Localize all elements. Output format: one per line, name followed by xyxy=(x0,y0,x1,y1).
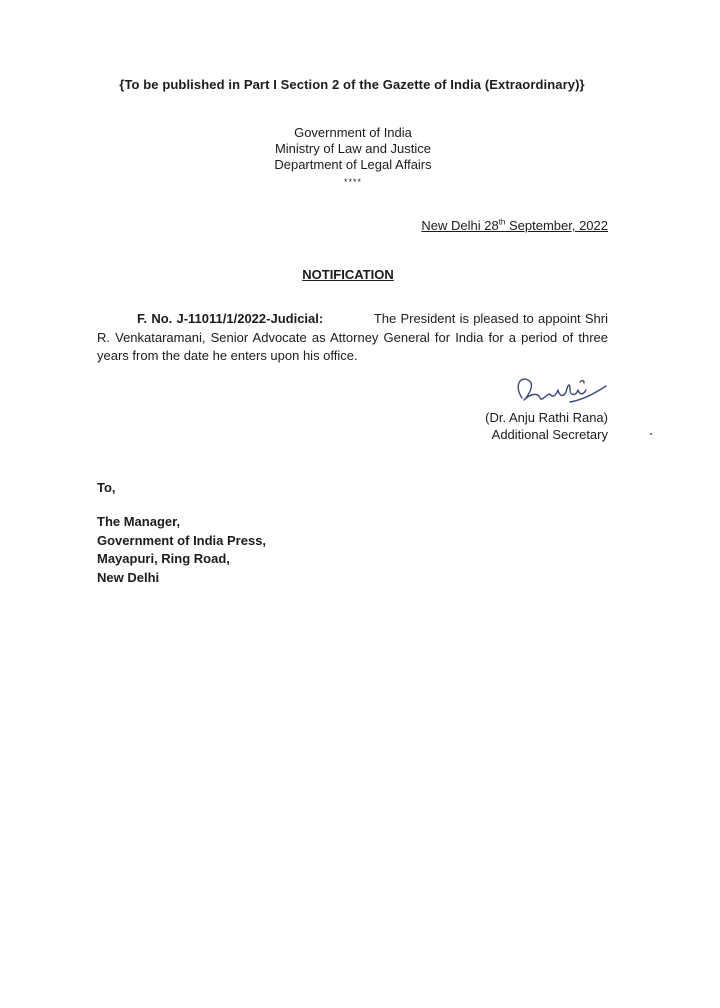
issuer-block xyxy=(0,125,706,173)
dateline-suffix: September, 2022 xyxy=(505,218,608,233)
issuer-ministry: Ministry of Law and Justice xyxy=(274,141,432,156)
dateline xyxy=(421,218,608,233)
recipient-line-4: New Delhi xyxy=(97,569,160,585)
recipient-address xyxy=(97,513,266,587)
dateline-prefix: New Delhi 28 xyxy=(421,218,499,233)
issuer-government: Government of India xyxy=(294,125,412,140)
signatory-block xyxy=(485,409,608,443)
notification-title: NOTIFICATION xyxy=(302,267,394,282)
separator-stars: **** xyxy=(343,177,362,187)
notification-text: The President is pleased to appoint Shri R. Venkataramani, Senior Advocate as Attorney General for India for a period of three years from the date he enters upon his office. xyxy=(97,311,608,363)
notification-body xyxy=(97,310,608,366)
dateline-ordinal: th xyxy=(498,217,506,227)
signatory-name: (Dr. Anju Rathi Rana) xyxy=(485,410,608,425)
recipient-line-2: Government of India Press, xyxy=(97,532,267,548)
recipient-line-1: The Manager, xyxy=(97,514,181,529)
recipient-line-3: Mayapuri, Ring Road, xyxy=(97,551,230,566)
issuer-department: Department of Legal Affairs xyxy=(274,157,432,172)
file-number: F. No. J-11011/1/2022-Judicial: xyxy=(137,311,324,326)
stray-dot xyxy=(650,433,652,435)
signature-mark xyxy=(510,372,610,412)
signatory-designation: Additional Secretary xyxy=(491,427,608,442)
gazette-header: {To be published in Part I Section 2 of the Gazette of India (Extraordinary)} xyxy=(119,77,585,92)
to-label: To, xyxy=(97,480,116,495)
